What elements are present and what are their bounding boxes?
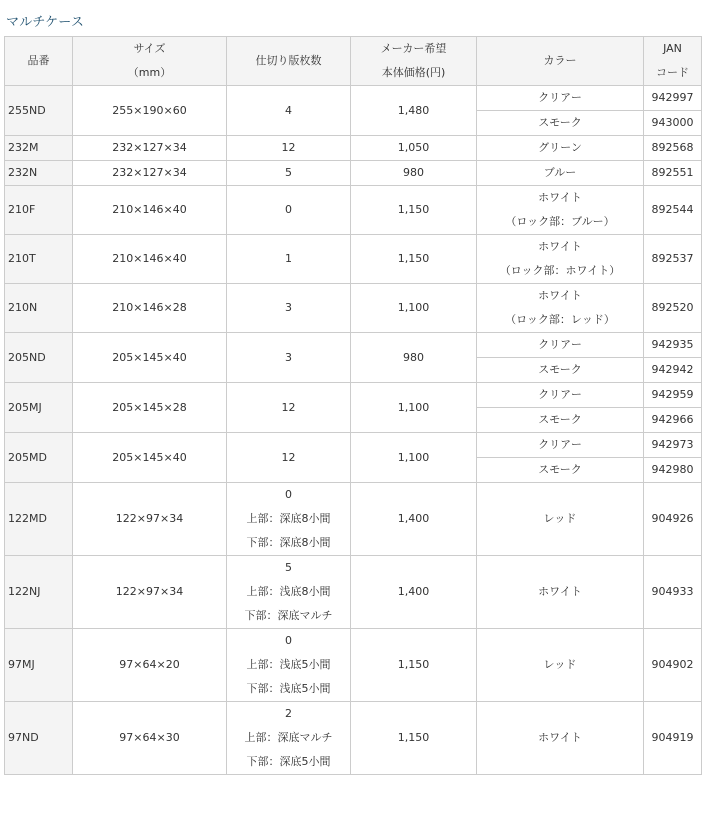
page-title: マルチケース [6,15,85,30]
product-code-cell: 97ND [5,702,73,775]
price-cell: 1,400 [351,483,477,556]
price-cell: 1,150 [351,702,477,775]
header-color: カラー [477,37,644,86]
color-cell: スモーク [477,111,644,136]
jan-code-cell: 942942 [644,358,702,383]
header-jan: JAN コード [644,37,702,86]
table-row [5,629,702,702]
price-cell: 1,100 [351,383,477,433]
size-cell: 232×127×34 [73,136,227,161]
color-cell: ホワイト [477,556,644,629]
color-cell: クリアー [477,383,644,408]
size-cell: 122×97×34 [73,483,227,556]
jan-code-cell: 942959 [644,383,702,408]
partitions-cell: 0 [227,186,351,235]
size-cell: 210×146×40 [73,186,227,235]
jan-code-cell: 892544 [644,186,702,235]
header-code: 品番 [5,37,73,86]
price-cell: 980 [351,161,477,186]
partitions-cell: 3 [227,333,351,383]
product-code-cell: 210T [5,235,73,284]
size-cell: 255×190×60 [73,86,227,136]
product-code-cell: 97MJ [5,629,73,702]
jan-code-cell: 904902 [644,629,702,702]
color-cell: クリアー [477,433,644,458]
table-row [5,702,702,775]
table-body [5,86,702,775]
table-row [5,433,702,458]
jan-code-cell: 942966 [644,408,702,433]
size-cell: 205×145×40 [73,433,227,483]
table-row [5,186,702,235]
product-code-cell: 232N [5,161,73,186]
size-cell: 205×145×28 [73,383,227,433]
size-cell: 210×146×28 [73,284,227,333]
partitions-cell: 0 上部：深底8小間 下部：深底8小間 [227,483,351,556]
color-cell: グリーン [477,136,644,161]
partitions-cell: 12 [227,433,351,483]
size-cell: 210×146×40 [73,235,227,284]
table-row [5,556,702,629]
product-code-cell: 232M [5,136,73,161]
table-header-row [5,37,702,86]
table-row [5,284,702,333]
product-code-cell: 205ND [5,333,73,383]
jan-code-cell: 892551 [644,161,702,186]
jan-code-cell: 942935 [644,333,702,358]
jan-code-cell: 892520 [644,284,702,333]
size-cell: 122×97×34 [73,556,227,629]
partitions-cell: 12 [227,383,351,433]
table-row [5,86,702,111]
header-size: サイズ （mm） [73,37,227,86]
size-cell: 97×64×20 [73,629,227,702]
size-cell: 97×64×30 [73,702,227,775]
partitions-cell: 1 [227,235,351,284]
header-partitions: 仕切り版枚数 [227,37,351,86]
color-cell: ホワイト [477,702,644,775]
color-cell: クリアー [477,86,644,111]
color-cell: レッド [477,483,644,556]
product-code-cell: 122MD [5,483,73,556]
jan-code-cell: 904933 [644,556,702,629]
partitions-cell: 2 上部：深底マルチ 下部：深底5小間 [227,702,351,775]
jan-code-cell: 904926 [644,483,702,556]
color-cell: スモーク [477,408,644,433]
jan-code-cell: 942997 [644,86,702,111]
price-cell: 1,400 [351,556,477,629]
price-cell: 1,050 [351,136,477,161]
partitions-cell: 4 [227,86,351,136]
product-code-cell: 205MD [5,433,73,483]
partitions-cell: 5 上部：浅底8小間 下部：深底マルチ [227,556,351,629]
color-cell: ブルー [477,161,644,186]
jan-code-cell: 942973 [644,433,702,458]
jan-code-cell: 942980 [644,458,702,483]
color-cell: ホワイト （ロック部：ブルー） [477,186,644,235]
product-code-cell: 210F [5,186,73,235]
price-cell: 980 [351,333,477,383]
color-cell: クリアー [477,333,644,358]
table-row [5,161,702,186]
product-code-cell: 255ND [5,86,73,136]
partitions-cell: 0 上部：浅底5小間 下部：浅底5小間 [227,629,351,702]
product-table [4,36,702,775]
table-row [5,483,702,556]
jan-code-cell: 892568 [644,136,702,161]
price-cell: 1,100 [351,433,477,483]
jan-code-cell: 904919 [644,702,702,775]
product-code-cell: 122NJ [5,556,73,629]
product-code-cell: 205MJ [5,383,73,433]
color-cell: スモーク [477,358,644,383]
table-row [5,383,702,408]
partitions-cell: 5 [227,161,351,186]
table-row [5,333,702,358]
header-price: メーカー希望 本体価格(円) [351,37,477,86]
price-cell: 1,150 [351,186,477,235]
jan-code-cell: 943000 [644,111,702,136]
size-cell: 232×127×34 [73,161,227,186]
partitions-cell: 3 [227,284,351,333]
product-code-cell: 210N [5,284,73,333]
price-cell: 1,100 [351,284,477,333]
jan-code-cell: 892537 [644,235,702,284]
table-row [5,136,702,161]
color-cell: ホワイト （ロック部：ホワイト） [477,235,644,284]
color-cell: ホワイト （ロック部：レッド） [477,284,644,333]
price-cell: 1,150 [351,235,477,284]
price-cell: 1,150 [351,629,477,702]
price-cell: 1,480 [351,86,477,136]
color-cell: スモーク [477,458,644,483]
table-row [5,235,702,284]
color-cell: レッド [477,629,644,702]
size-cell: 205×145×40 [73,333,227,383]
partitions-cell: 12 [227,136,351,161]
